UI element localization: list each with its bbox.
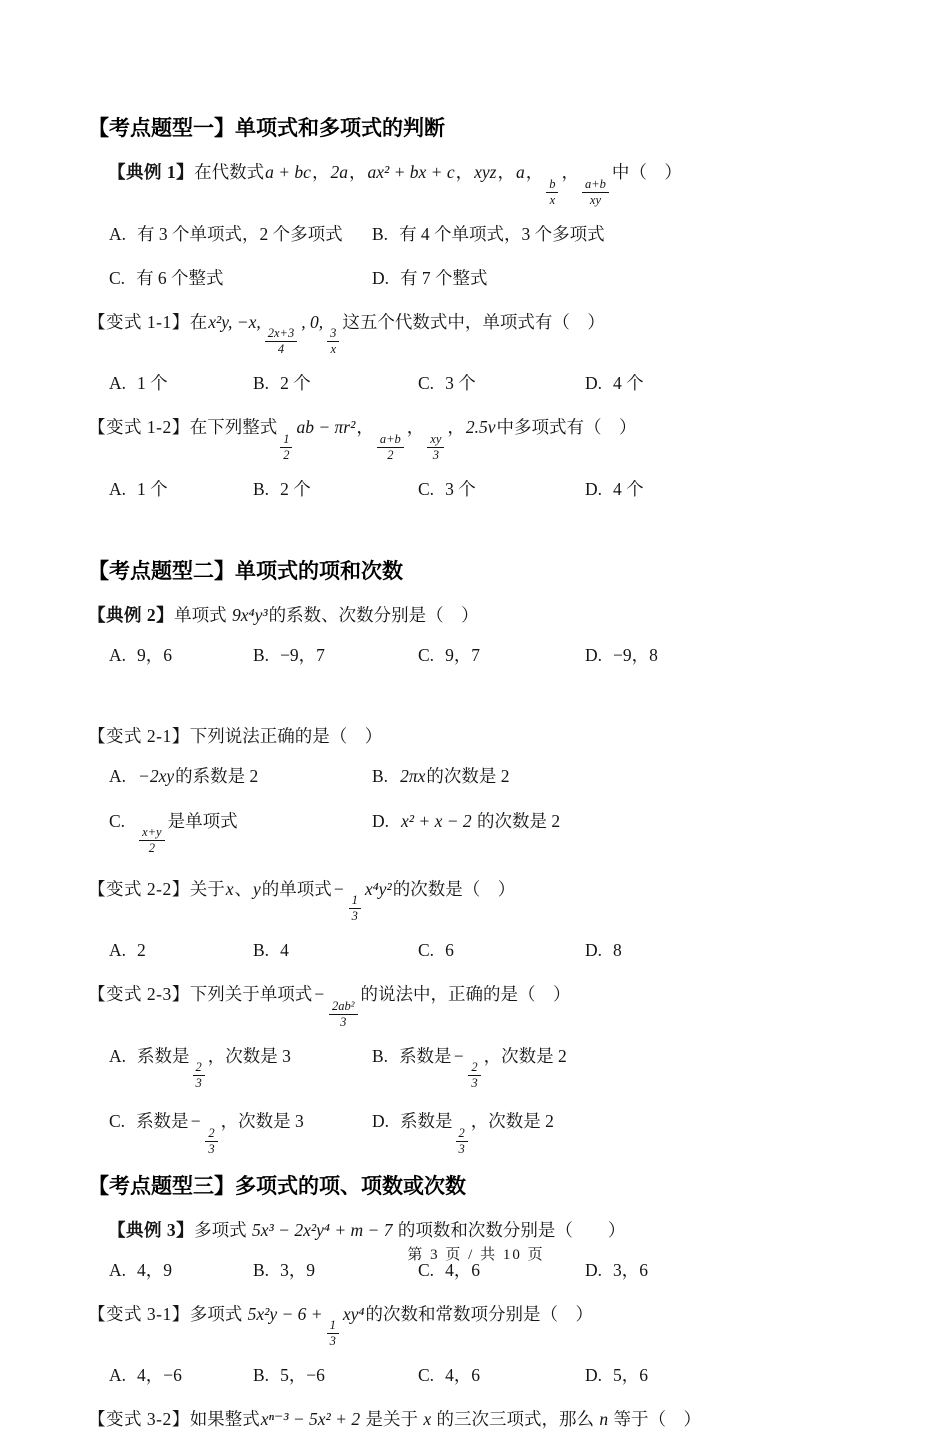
option-text: 5，6 bbox=[613, 1365, 649, 1386]
option-c bbox=[418, 642, 585, 669]
option-a bbox=[109, 642, 253, 669]
option-key: D. bbox=[585, 373, 603, 394]
option-key: C. bbox=[418, 940, 435, 961]
option-a bbox=[109, 937, 253, 964]
option-text: 系数是− $\frac{2}{3}$ ，次数是 3 bbox=[136, 1111, 304, 1156]
option-key: B. bbox=[253, 373, 270, 394]
option-key: C. bbox=[418, 645, 435, 666]
option-text: 1 个 bbox=[137, 478, 168, 499]
option-text: 有 6 个整式 bbox=[136, 267, 224, 288]
question-label: 【变式 1-1】 bbox=[88, 311, 190, 332]
option-c bbox=[109, 808, 372, 856]
option-b bbox=[253, 1362, 418, 1389]
option-key: B. bbox=[253, 478, 270, 499]
question-label: 【典例 2】 bbox=[88, 605, 175, 625]
option-key: D. bbox=[585, 1259, 603, 1280]
option-text: 8 bbox=[613, 940, 622, 961]
option-text: 9，7 bbox=[445, 645, 481, 666]
option-key: C. bbox=[109, 810, 126, 831]
option-text: 3，6 bbox=[613, 1259, 649, 1280]
option-text: 5，−6 bbox=[280, 1365, 325, 1386]
fraction: $\frac{2x+3}{4}$ bbox=[265, 326, 297, 357]
option-d bbox=[372, 265, 892, 292]
option-b bbox=[253, 642, 418, 669]
option-key: A. bbox=[109, 1365, 127, 1386]
option-key: D. bbox=[372, 267, 390, 288]
options-row bbox=[88, 763, 892, 790]
option-text: 2 个 bbox=[280, 478, 311, 499]
option-text: 4，−6 bbox=[137, 1365, 182, 1386]
option-text: 4 个 bbox=[613, 373, 644, 394]
option-d bbox=[585, 476, 892, 503]
option-d bbox=[372, 808, 892, 856]
question-variant-3-2 bbox=[88, 1406, 892, 1433]
option-text: 系数是− $\frac{2}{3}$ ，次数是 2 bbox=[399, 1045, 567, 1091]
option-text: 有 3 个单项式，2 个多项式 bbox=[137, 223, 343, 244]
fraction: $\frac{x+y}{2}$ bbox=[139, 825, 165, 856]
question-text: 单项式 9x⁴y³的系数、次数分别是（ ） bbox=[174, 605, 479, 625]
option-text: 4，6 bbox=[445, 1259, 481, 1280]
option-text: 4，6 bbox=[445, 1365, 481, 1386]
options-row bbox=[88, 370, 892, 397]
option-text: $\frac{x+y}{2}$ 是单项式 bbox=[136, 811, 238, 831]
option-key: A. bbox=[109, 1259, 127, 1280]
option-d bbox=[585, 370, 892, 397]
option-key: D. bbox=[372, 810, 390, 831]
option-a bbox=[109, 1043, 372, 1091]
question-label: 【典例 3】 bbox=[108, 1219, 195, 1240]
options-row bbox=[88, 808, 892, 856]
option-text: 4，9 bbox=[137, 1259, 173, 1280]
question-example-1 bbox=[88, 159, 892, 207]
fraction: $\frac{1}{3}$ bbox=[327, 1318, 339, 1349]
options-row bbox=[88, 1043, 892, 1091]
option-key: A. bbox=[109, 478, 127, 499]
option-a bbox=[109, 221, 372, 248]
option-key: B. bbox=[253, 1365, 270, 1386]
options-row bbox=[88, 1108, 892, 1156]
fraction: $\frac{a+b}{xy}$ bbox=[582, 177, 609, 208]
option-c bbox=[418, 476, 585, 503]
option-key: B. bbox=[253, 940, 270, 961]
question-text: 多项式 5x²y − 6 + $\frac{1}{3}$ xy⁴的次数和常数项分别是（ ） bbox=[189, 1303, 593, 1349]
question-text: 下列说法正确的是（ ） bbox=[189, 726, 383, 747]
options-row bbox=[88, 476, 892, 503]
option-key: A. bbox=[109, 223, 127, 244]
option-a bbox=[109, 370, 253, 397]
option-key: B. bbox=[372, 766, 389, 787]
option-key: C. bbox=[418, 373, 435, 394]
question-variant-3-1 bbox=[88, 1301, 892, 1349]
fraction: $\frac{3}{x}$ bbox=[327, 326, 339, 357]
section-1-heading: 【考点题型一】单项式和多项式的判断 bbox=[88, 117, 445, 140]
option-key: A. bbox=[109, 373, 127, 394]
option-key: B. bbox=[372, 223, 389, 244]
option-b bbox=[372, 1043, 892, 1091]
option-text: 3，9 bbox=[280, 1259, 316, 1280]
options-row bbox=[88, 265, 892, 292]
option-key: C. bbox=[109, 1111, 126, 1132]
fraction: $\frac{b}{x}$ bbox=[546, 177, 558, 208]
option-text: 1 个 bbox=[137, 373, 168, 394]
section-2-heading: 【考点题型二】单项式的项和次数 bbox=[88, 559, 403, 583]
fraction: $\frac{2}{3}$ bbox=[468, 1060, 480, 1091]
option-b bbox=[372, 763, 892, 790]
option-text: 2 bbox=[137, 940, 146, 961]
page-indicator: 第 3 页 / 共 10 页 bbox=[407, 1247, 545, 1263]
option-key: A. bbox=[109, 940, 127, 961]
option-text: 有 7 个整式 bbox=[400, 267, 488, 288]
option-text: 4 bbox=[280, 940, 289, 961]
option-c bbox=[109, 1108, 372, 1156]
question-variant-2-3 bbox=[88, 981, 892, 1029]
option-text: 3 个 bbox=[445, 373, 476, 394]
option-text: 6 bbox=[445, 940, 454, 961]
option-b bbox=[253, 476, 418, 503]
option-c bbox=[418, 937, 585, 964]
options-row bbox=[88, 1362, 892, 1389]
question-label: 【变式 2-3】 bbox=[88, 984, 190, 1005]
question-text: 如果整式xⁿ⁻³ − 5x² + 2 是关于 x 的三次三项式，那么 n 等于（ ） bbox=[189, 1409, 702, 1430]
option-a bbox=[109, 476, 253, 503]
option-key: B. bbox=[253, 645, 270, 666]
option-d bbox=[585, 642, 892, 669]
options-row bbox=[88, 221, 892, 248]
option-key: C. bbox=[109, 267, 126, 288]
question-label: 【变式 2-2】 bbox=[88, 878, 190, 899]
option-key: D. bbox=[585, 1365, 603, 1386]
question-example-2 bbox=[88, 602, 892, 629]
option-key: A. bbox=[109, 1045, 127, 1066]
question-example-3 bbox=[88, 1217, 892, 1244]
option-text: −9，8 bbox=[613, 645, 658, 666]
fraction: $\frac{2}{3}$ bbox=[456, 1126, 468, 1157]
question-variant-2-2 bbox=[88, 876, 892, 924]
option-text: 系数是 $\frac{2}{3}$ ，次数是 3 bbox=[137, 1045, 291, 1091]
question-text: 在下列整式 $\frac{1}{2}$ ab − πr²， $\frac{a+b}{2}$ ， $\frac{xy}{3}$ ，2.5v中多项式有（ ） bbox=[189, 417, 637, 462]
option-c bbox=[418, 370, 585, 397]
option-text: 系数是 $\frac{2}{3}$ ，次数是 2 bbox=[400, 1111, 554, 1156]
option-b bbox=[253, 370, 418, 397]
option-a bbox=[109, 763, 372, 790]
option-b bbox=[253, 937, 418, 964]
option-text: 2 个 bbox=[280, 373, 311, 394]
option-key: B. bbox=[253, 1259, 270, 1280]
section-3-heading: 【考点题型三】多项式的项、项数或次数 bbox=[88, 1174, 466, 1198]
option-text: 9，6 bbox=[137, 645, 173, 666]
option-key: C. bbox=[418, 1259, 435, 1280]
option-key: B. bbox=[372, 1045, 389, 1066]
fraction: $\frac{1}{3}$ bbox=[349, 893, 361, 924]
question-text: 在代数式a + bc，2a，ax² + bx + c，xyz，a， $\frac{b}{x}$ ， $\frac{a+b}{xy}$ 中（ ） bbox=[194, 162, 682, 207]
option-key: A. bbox=[109, 645, 127, 666]
question-label: 【典例 1】 bbox=[108, 162, 195, 183]
option-key: D. bbox=[585, 645, 603, 666]
fraction: $\frac{xy}{3}$ bbox=[427, 432, 444, 463]
question-text: 在x²y, −x, $\frac{2x+3}{4}$ , 0, $\frac{3}{x}$ 这五个代数式中，单项式有（ ） bbox=[189, 311, 605, 357]
option-text: x² + x − 2 的次数是 2 bbox=[401, 810, 561, 831]
option-a bbox=[109, 1362, 253, 1389]
option-text: 3 个 bbox=[445, 478, 476, 499]
option-key: D. bbox=[372, 1111, 390, 1132]
fraction: $\frac{a+b}{2}$ bbox=[377, 432, 404, 463]
option-key: C. bbox=[418, 478, 435, 499]
question-text: 多项式 5x³ − 2x²y⁴ + m − 7 的项数和次数分别是（ ） bbox=[194, 1219, 626, 1240]
option-key: C. bbox=[418, 1365, 435, 1386]
page-footer bbox=[0, 1243, 952, 1264]
question-variant-1-1 bbox=[88, 309, 892, 357]
question-label: 【变式 2-1】 bbox=[88, 726, 190, 747]
fraction: $\frac{1}{2}$ bbox=[280, 432, 292, 463]
question-text: 关于x、y的单项式− $\frac{1}{3}$ x⁴y²的次数是（ ） bbox=[189, 878, 516, 924]
question-variant-2-1 bbox=[88, 723, 892, 750]
fraction: $\frac{2}{3}$ bbox=[193, 1060, 205, 1091]
option-d bbox=[372, 1108, 892, 1156]
question-label: 【变式 3-2】 bbox=[88, 1409, 190, 1430]
question-label: 【变式 3-1】 bbox=[88, 1303, 190, 1324]
option-b bbox=[372, 221, 892, 248]
option-text: −9，7 bbox=[280, 645, 325, 666]
option-text: 有 4 个单项式，3 个多项式 bbox=[399, 223, 605, 244]
option-c bbox=[109, 265, 372, 292]
option-key: D. bbox=[585, 478, 603, 499]
question-label: 【变式 1-2】 bbox=[88, 417, 190, 438]
options-row bbox=[88, 937, 892, 964]
option-d bbox=[585, 1362, 892, 1389]
option-c bbox=[418, 1362, 585, 1389]
option-text: 2πx的次数是 2 bbox=[400, 766, 510, 787]
question-variant-1-2 bbox=[88, 414, 892, 462]
option-key: D. bbox=[585, 940, 603, 961]
option-text: −2xy的系数是 2 bbox=[138, 766, 259, 787]
option-text: 4 个 bbox=[613, 478, 644, 499]
option-key: A. bbox=[109, 766, 127, 787]
fraction: $\frac{2}{3}$ bbox=[205, 1126, 217, 1157]
fraction: $\frac{\text{2ab²}}{3}$ bbox=[329, 999, 358, 1030]
option-d bbox=[585, 937, 892, 964]
options-row bbox=[88, 642, 892, 669]
question-text: 下列关于单项式− $\frac{\text{2ab²}}{3}$ 的说法中，正确的是（ ） bbox=[189, 984, 571, 1029]
